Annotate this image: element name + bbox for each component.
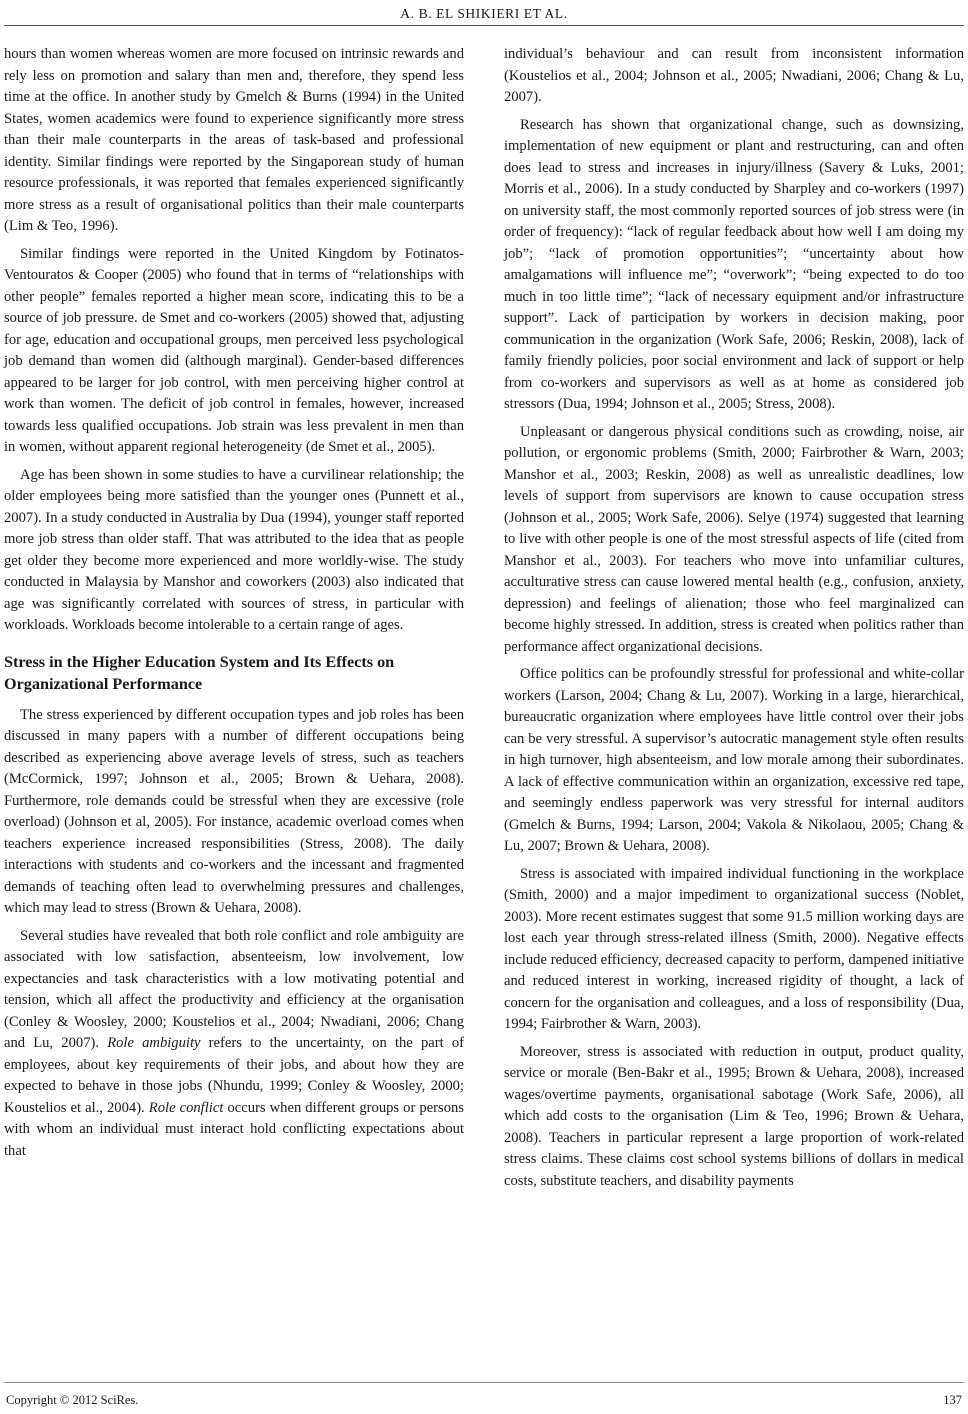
header-rule [4,25,964,26]
paragraph: Moreover, stress is associated with reduction in output, product quality, service or morale (Ben-Bakr et al., 1995; Brown & Uehara, 2008), increased wages/overtime payments, organisational sabotage (Work Safe, 2006), all which add costs to the organisation (Lim & Teo, 1996; Brown & Uehara, 2008). Teachers in particular represent a large proportion of work-related stress claims. These claims cost school systems billions of dollars in medical costs, substitute teachers, and disability payments [504,1043,964,1189]
paragraph-text: occurs when different groups or persons with whom an individual must interact hold conflicting expectations about that [4,1099,464,1159]
footer-rule [4,1382,964,1383]
paragraph: Unpleasant or dangerous physical conditions such as crowding, noise, air pollution, or ergonomic problems (Smith, 2000; Fairbrother & Warn, 2003; Manshor et al., 2003; Reskin, 2008) as well as unrealistic deadlines, low levels of support from supervisors are known to cause occupation stress (Johnson et al., 2005; Work Safe, 2006). Selye (1974) suggested that learning to live with other people is one of the most stressful aspects of life (cited from Manshor et al., 2003). For teachers who move into unfamiliar cultures, acculturative stress can cause lowered mental health (e.g., confusion, anxiety, depression) and feelings of alienation; those who feel marginalized can become highly stressed. In addition, stress is created when politics rather than performance affect organizational decisions. [504,423,964,655]
copyright-notice: Copyright © 2012 SciRes. [6,1393,139,1407]
running-head: A. B. EL SHIKIERI ET AL. [400,6,568,21]
left-column [4,44,464,1162]
paragraph: individual’s behaviour and can result from inconsistent information (Koustelios et al., 2004; Johnson et al., 2005; Nwadiani, 2006; Chang & Lu, 2007). [504,46,964,105]
italic-term: Role conflict [148,1099,224,1116]
paragraph: Stress is associated with impaired individual functioning in the workplace (Smith, 2000) and a major impediment to organizational success (Noblet, 2003). More recent estimates suggest that some 91.5 million working days are lost each year through stress-related illness (Smith, 2000). Negative effects include reduced efficiency, decreased capacity to perform, dampened initiative and reduced interest in working, increased rigidity of thought, a lack of concern for the organisation and colleagues, and a loss of responsibility (Dua, 1994; Fairbrother & Warn, 2003). [504,865,964,1032]
paragraph: Age has been shown in some studies to have a curvilinear relationship; the older employees being more satisfied than the younger ones (Punnett et al., 2007). In a study conducted in Australia by Dua (1994), younger staff reported more job stress than older staff. That was attributed to the idea that as people get older they become more experienced and more worldly-wise. The study conducted in Malaysia by Manshor and coworkers (2003) also indicated that age was significantly correlated with sources of stress, in particular with workloads. Workloads become intolerable to a certain range of ages. [4,466,464,633]
section-heading: Stress in the Higher Education System and Its Effects on Organizational Performance [4,652,395,693]
paragraph: Office politics can be profoundly stressful for professional and white-collar workers (Larson, 2004; Chang & Lu, 2007). Working in a large, hierarchical, bureaucratic organization where employees have little control over their jobs can be very stressful. A supervisor’s autocratic management style often results in high turnover, high absenteeism, and low morale among their subordinates. A lack of effective communication within an organization, excessive red tape, and seemingly endless paperwork was very stressful for internal auditors (Gmelch & Burns, 1994; Larson, 2004; Vakola & Nikolaou, 2005; Chang & Lu, 2007; Brown & Uehara, 2008). [504,666,964,854]
paragraph: The stress experienced by different occupation types and job roles has been discussed in many papers with a number of different occupations being described as experiencing above average levels of stress, such as teachers (McCormick, 1997; Johnson et al., 2005; Brown & Uehara, 2008). Furthermore, role demands could be stressful when they are excessive (role overload) (Johnson et al, 2005). For instance, academic overload comes when teachers experience increased responsibilities (Stress, 2008). The daily interactions with students and co-workers and the incessant and fragmented demands of teaching often lead to overwhelming pressures and challenges, which may lead to stress (Brown & Uehara, 2008). [4,706,464,916]
right-column [504,44,964,1192]
paragraph: Research has shown that organizational change, such as downsizing, implementation of new equipment or plant and restructuring, can and often does lead to stress and increases in injury/illness (Savery & Luks, 2001; Morris et al., 2006). In a study conducted by Sharpley and co-workers (1997) on university staff, the most commonly reported sources of job stress were (in order of frequency): “lack of regular feedback about how well I am doing my job”; “lack of promotion opportunities”; “uncertainty about how amalgamations will influence me”; “overwork”; “being expected to do too much in too little time”; “lack of necessary equipment and/or infrastructure support”. Lack of participation by workers in decision making, poor communication in the organization (Work Safe, 2006; Reskin, 2008), lack of family friendly policies, poor social environment and lack of support or help from co-workers and supervisors as well as at home as considered job stressors (Dua, 1994; Johnson et al., 2005; Stress, 2008). [504,116,964,412]
page-number: 137 [943,1393,962,1407]
italic-term: Role ambiguity [107,1035,201,1051]
paragraph: hours than women whereas women are more focused on intrinsic rewards and rely less on promotion and salary than men and, therefore, they spend less time at the office. In another study by Gmelch & Burns (1994) in the United States, women academics were found to experience significantly more stress than their male counterparts in the areas of task-based and professional identity. Similar findings were reported by the Singaporean study of human resource professionals, it was reported that females experienced significantly more stress as a result of organisational politics than their male counterparts (Lim & Teo, 1996). [4,46,464,234]
paragraph-text: Several studies have revealed that both role conflict and role ambiguity are associated with low satisfaction, absenteeism, low involvement, low expectancies and task characteristics with a low motivating potential and tension, which all affect the productivity and efficiency at the organisation (Conley & Woosley, 2000; Koustelios et al., 2004; Nwadiani, 2006; Chang and Lu, 2007). [4,927,464,1051]
paragraph-text: refers to the uncertainty, on the part of employees, about key requirements of their jobs, and about how they are expected to behave in those jobs (Nhundu, 1999; Conley & Woosley, 2000; Koustelios et al., 2004). [4,1035,464,1116]
paragraph: Similar findings were reported in the United Kingdom by Fotinatos-Ventouratos & Cooper (2005) who found that in terms of “relationships with other people” females reported a higher mean score, indicating this to be a source of job pressure. de Smet and co-workers (2005) showed that, adjusting for age, education and occupational groups, men perceived less psychological job demand than women did (although marginal). Gender-based differences appeared to be larger for job control, with men perceiving higher control at work than women. The deficit of job control in females, however, increased towards less qualified occupations. Job strain was less prevalent in men than in women, without apparent regional heterogeneity (de Smet et al., 2005). [4,245,464,455]
paragraph [4,926,464,1163]
